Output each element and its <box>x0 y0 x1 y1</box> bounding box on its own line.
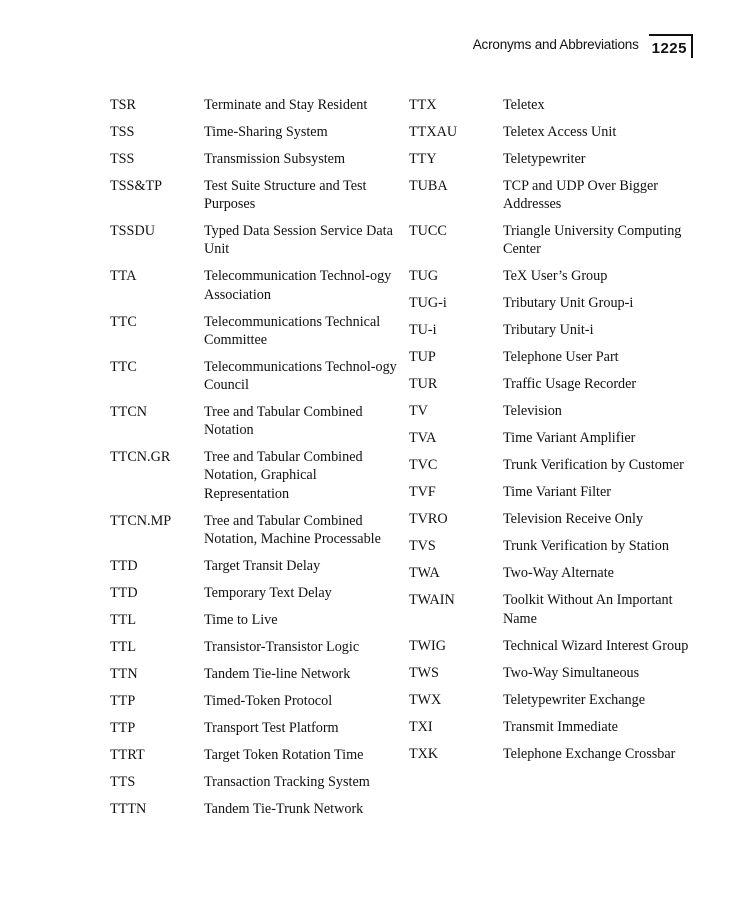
header-title: Acronyms and Abbreviations <box>472 37 639 52</box>
entry-definition: Time Variant Amplifier <box>503 430 636 447</box>
glossary-entry <box>110 665 400 683</box>
entry-abbreviation: TSSDU <box>110 223 155 240</box>
entry-definition: Transport Test Platform <box>204 719 339 736</box>
entry-definition: Target Transit Delay <box>204 557 321 574</box>
entry-definition: Tree and Tabular Combined Notation, Machine Processable <box>204 512 381 547</box>
entry-abbreviation: TTP <box>110 719 136 736</box>
entry-definition: Trunk Verification by Station <box>503 538 669 555</box>
entry-definition: Teletex <box>503 97 545 113</box>
glossary-entry <box>110 96 400 114</box>
entry-abbreviation: TU-i <box>409 322 437 339</box>
entry-definition: Target Token Rotation Time <box>204 746 364 763</box>
glossary-entry <box>110 313 400 349</box>
glossary-entry <box>409 456 699 474</box>
entry-abbreviation: TWIG <box>409 637 447 654</box>
glossary-entry <box>110 222 400 258</box>
glossary-entry <box>409 691 699 709</box>
entry-definition: Transmit Immediate <box>503 718 618 735</box>
glossary-entry <box>409 483 699 501</box>
glossary-entry <box>110 773 400 791</box>
glossary-entry <box>409 177 699 213</box>
entry-abbreviation: TVF <box>409 484 436 501</box>
glossary-entry <box>409 294 699 312</box>
glossary-entry <box>110 692 400 710</box>
entry-definition: Traffic Usage Recorder <box>503 376 637 393</box>
entry-abbreviation: TSR <box>110 97 137 113</box>
entry-abbreviation: TVC <box>409 457 438 474</box>
glossary-entry <box>409 537 699 555</box>
glossary-entry <box>110 358 400 394</box>
entry-definition: Trunk Verification by Customer <box>503 457 684 474</box>
entry-abbreviation: TTS <box>110 773 136 790</box>
glossary-entry <box>409 745 699 763</box>
entry-abbreviation: TVA <box>409 430 437 447</box>
entry-abbreviation: TSS&TP <box>110 178 163 194</box>
glossary-entry <box>409 637 699 655</box>
entry-abbreviation: TWA <box>409 565 440 582</box>
entry-definition: TeX User’s Group <box>503 268 608 285</box>
entry-abbreviation: TV <box>409 403 428 420</box>
glossary-entry <box>110 800 400 818</box>
glossary-entry <box>409 123 699 141</box>
entry-abbreviation: TTL <box>110 638 136 655</box>
entry-abbreviation: TSS <box>110 124 135 140</box>
entry-abbreviation: TTP <box>110 692 136 709</box>
glossary-entry <box>110 150 400 168</box>
entry-abbreviation: TUP <box>409 349 436 366</box>
entry-abbreviation: TTCN.GR <box>110 449 171 466</box>
entry-definition: Television Receive Only <box>503 511 644 528</box>
entry-abbreviation: TTL <box>110 611 136 628</box>
entry-definition: Telecommunications Technical Committee <box>204 313 381 348</box>
entry-definition: Telecommunications Technol-ogy Council <box>204 358 397 394</box>
glossary-entry <box>409 150 699 168</box>
entry-definition: Technical Wizard Interest Group <box>503 637 689 654</box>
entry-abbreviation: TTRT <box>110 746 145 763</box>
entry-definition: Telecommunication Technol-ogy Association <box>204 268 392 303</box>
entry-abbreviation: TXK <box>409 745 439 762</box>
glossary-entry <box>110 177 400 213</box>
glossary-entry <box>409 96 699 114</box>
entry-definition: Two-Way Alternate <box>503 565 614 582</box>
entry-definition: Tree and Tabular Combined Notation, Graphical Representation <box>204 449 363 502</box>
entry-definition: Tributary Unit-i <box>503 322 594 339</box>
glossary-entry <box>409 510 699 528</box>
glossary-entry <box>409 664 699 682</box>
entry-abbreviation: TUG <box>409 268 439 285</box>
left-column <box>110 96 400 827</box>
entry-abbreviation: TTC <box>110 313 137 330</box>
glossary-entry <box>409 222 699 258</box>
glossary-entry <box>409 718 699 736</box>
entry-definition: Television <box>503 403 562 420</box>
entry-abbreviation: TTC <box>110 358 137 375</box>
entry-definition: Temporary Text Delay <box>204 584 332 601</box>
entry-abbreviation: TTTN <box>110 800 147 817</box>
glossary-entry <box>110 584 400 602</box>
entry-definition: Two-Way Simultaneous <box>503 664 640 681</box>
entry-abbreviation: TTY <box>409 151 437 167</box>
glossary-entry <box>110 403 400 439</box>
glossary-entry <box>110 719 400 737</box>
entry-definition: Transistor-Transistor Logic <box>204 638 360 655</box>
entry-definition: Transmission Subsystem <box>204 151 345 167</box>
glossary-entry <box>110 746 400 764</box>
entry-definition: Telephone User Part <box>503 349 619 366</box>
entry-abbreviation: TUCC <box>409 223 447 240</box>
entry-definition: Time Variant Filter <box>503 484 611 501</box>
right-column <box>409 96 699 772</box>
entry-definition: Transaction Tracking System <box>204 773 370 790</box>
entry-abbreviation: TUG-i <box>409 295 447 312</box>
entry-definition: Timed-Token Protocol <box>204 692 333 709</box>
glossary-entry <box>409 267 699 285</box>
entry-abbreviation: TWS <box>409 664 439 681</box>
entry-definition: Time to Live <box>204 611 278 628</box>
glossary-entry <box>409 348 699 366</box>
entry-abbreviation: TVRO <box>409 511 448 528</box>
glossary-entry <box>409 429 699 447</box>
entry-definition: Toolkit Without An Important Name <box>503 592 673 627</box>
entry-abbreviation: TTXAU <box>409 124 458 140</box>
glossary-entry <box>110 267 400 303</box>
entry-definition: Teletex Access Unit <box>503 124 617 140</box>
glossary-entry <box>110 448 400 503</box>
entry-abbreviation: TTX <box>409 97 437 113</box>
entry-abbreviation: TXI <box>409 718 433 735</box>
entry-abbreviation: TTN <box>110 665 138 682</box>
entry-definition: Triangle University Computing Center <box>503 223 682 258</box>
entry-definition: Telephone Exchange Crossbar <box>503 745 676 762</box>
glossary-entry <box>110 123 400 141</box>
entry-definition: Tree and Tabular Combined Notation <box>204 404 363 439</box>
glossary-entry <box>409 591 699 627</box>
entry-abbreviation: TTCN <box>110 404 148 421</box>
entry-abbreviation: TUBA <box>409 178 448 194</box>
glossary-entry <box>409 321 699 339</box>
glossary-entry <box>110 557 400 575</box>
glossary-entry <box>110 512 400 548</box>
entry-abbreviation: TVS <box>409 538 436 555</box>
entry-definition: Teletypewriter <box>503 151 586 167</box>
entry-definition: TCP and UDP Over Bigger Addresses <box>503 178 658 213</box>
page-number: 1225 <box>649 34 693 58</box>
entry-abbreviation: TSS <box>110 151 135 167</box>
running-header <box>472 30 693 57</box>
entry-abbreviation: TTD <box>110 584 138 601</box>
glossary-entry <box>409 402 699 420</box>
entry-abbreviation: TWX <box>409 691 442 708</box>
entry-abbreviation: TTCN.MP <box>110 512 172 529</box>
glossary-entry <box>409 564 699 582</box>
entry-definition: Time-Sharing System <box>204 124 328 140</box>
entry-definition: Typed Data Session Service Data Unit <box>204 223 393 258</box>
entry-definition: Teletypewriter Exchange <box>503 691 645 708</box>
entry-definition: Tributary Unit Group-i <box>503 295 634 312</box>
entry-definition: Terminate and Stay Resident <box>204 97 368 113</box>
entry-definition: Test Suite Structure and Test Purposes <box>204 178 367 213</box>
entry-abbreviation: TTD <box>110 557 138 574</box>
glossary-entry <box>110 638 400 656</box>
entry-definition: Tandem Tie-line Network <box>204 665 351 682</box>
entry-definition: Tandem Tie-Trunk Network <box>204 800 364 817</box>
glossary-entry <box>409 375 699 393</box>
entry-abbreviation: TTA <box>110 268 137 285</box>
glossary-entry <box>110 611 400 629</box>
entry-abbreviation: TUR <box>409 376 438 393</box>
entry-abbreviation: TWAIN <box>409 592 455 609</box>
